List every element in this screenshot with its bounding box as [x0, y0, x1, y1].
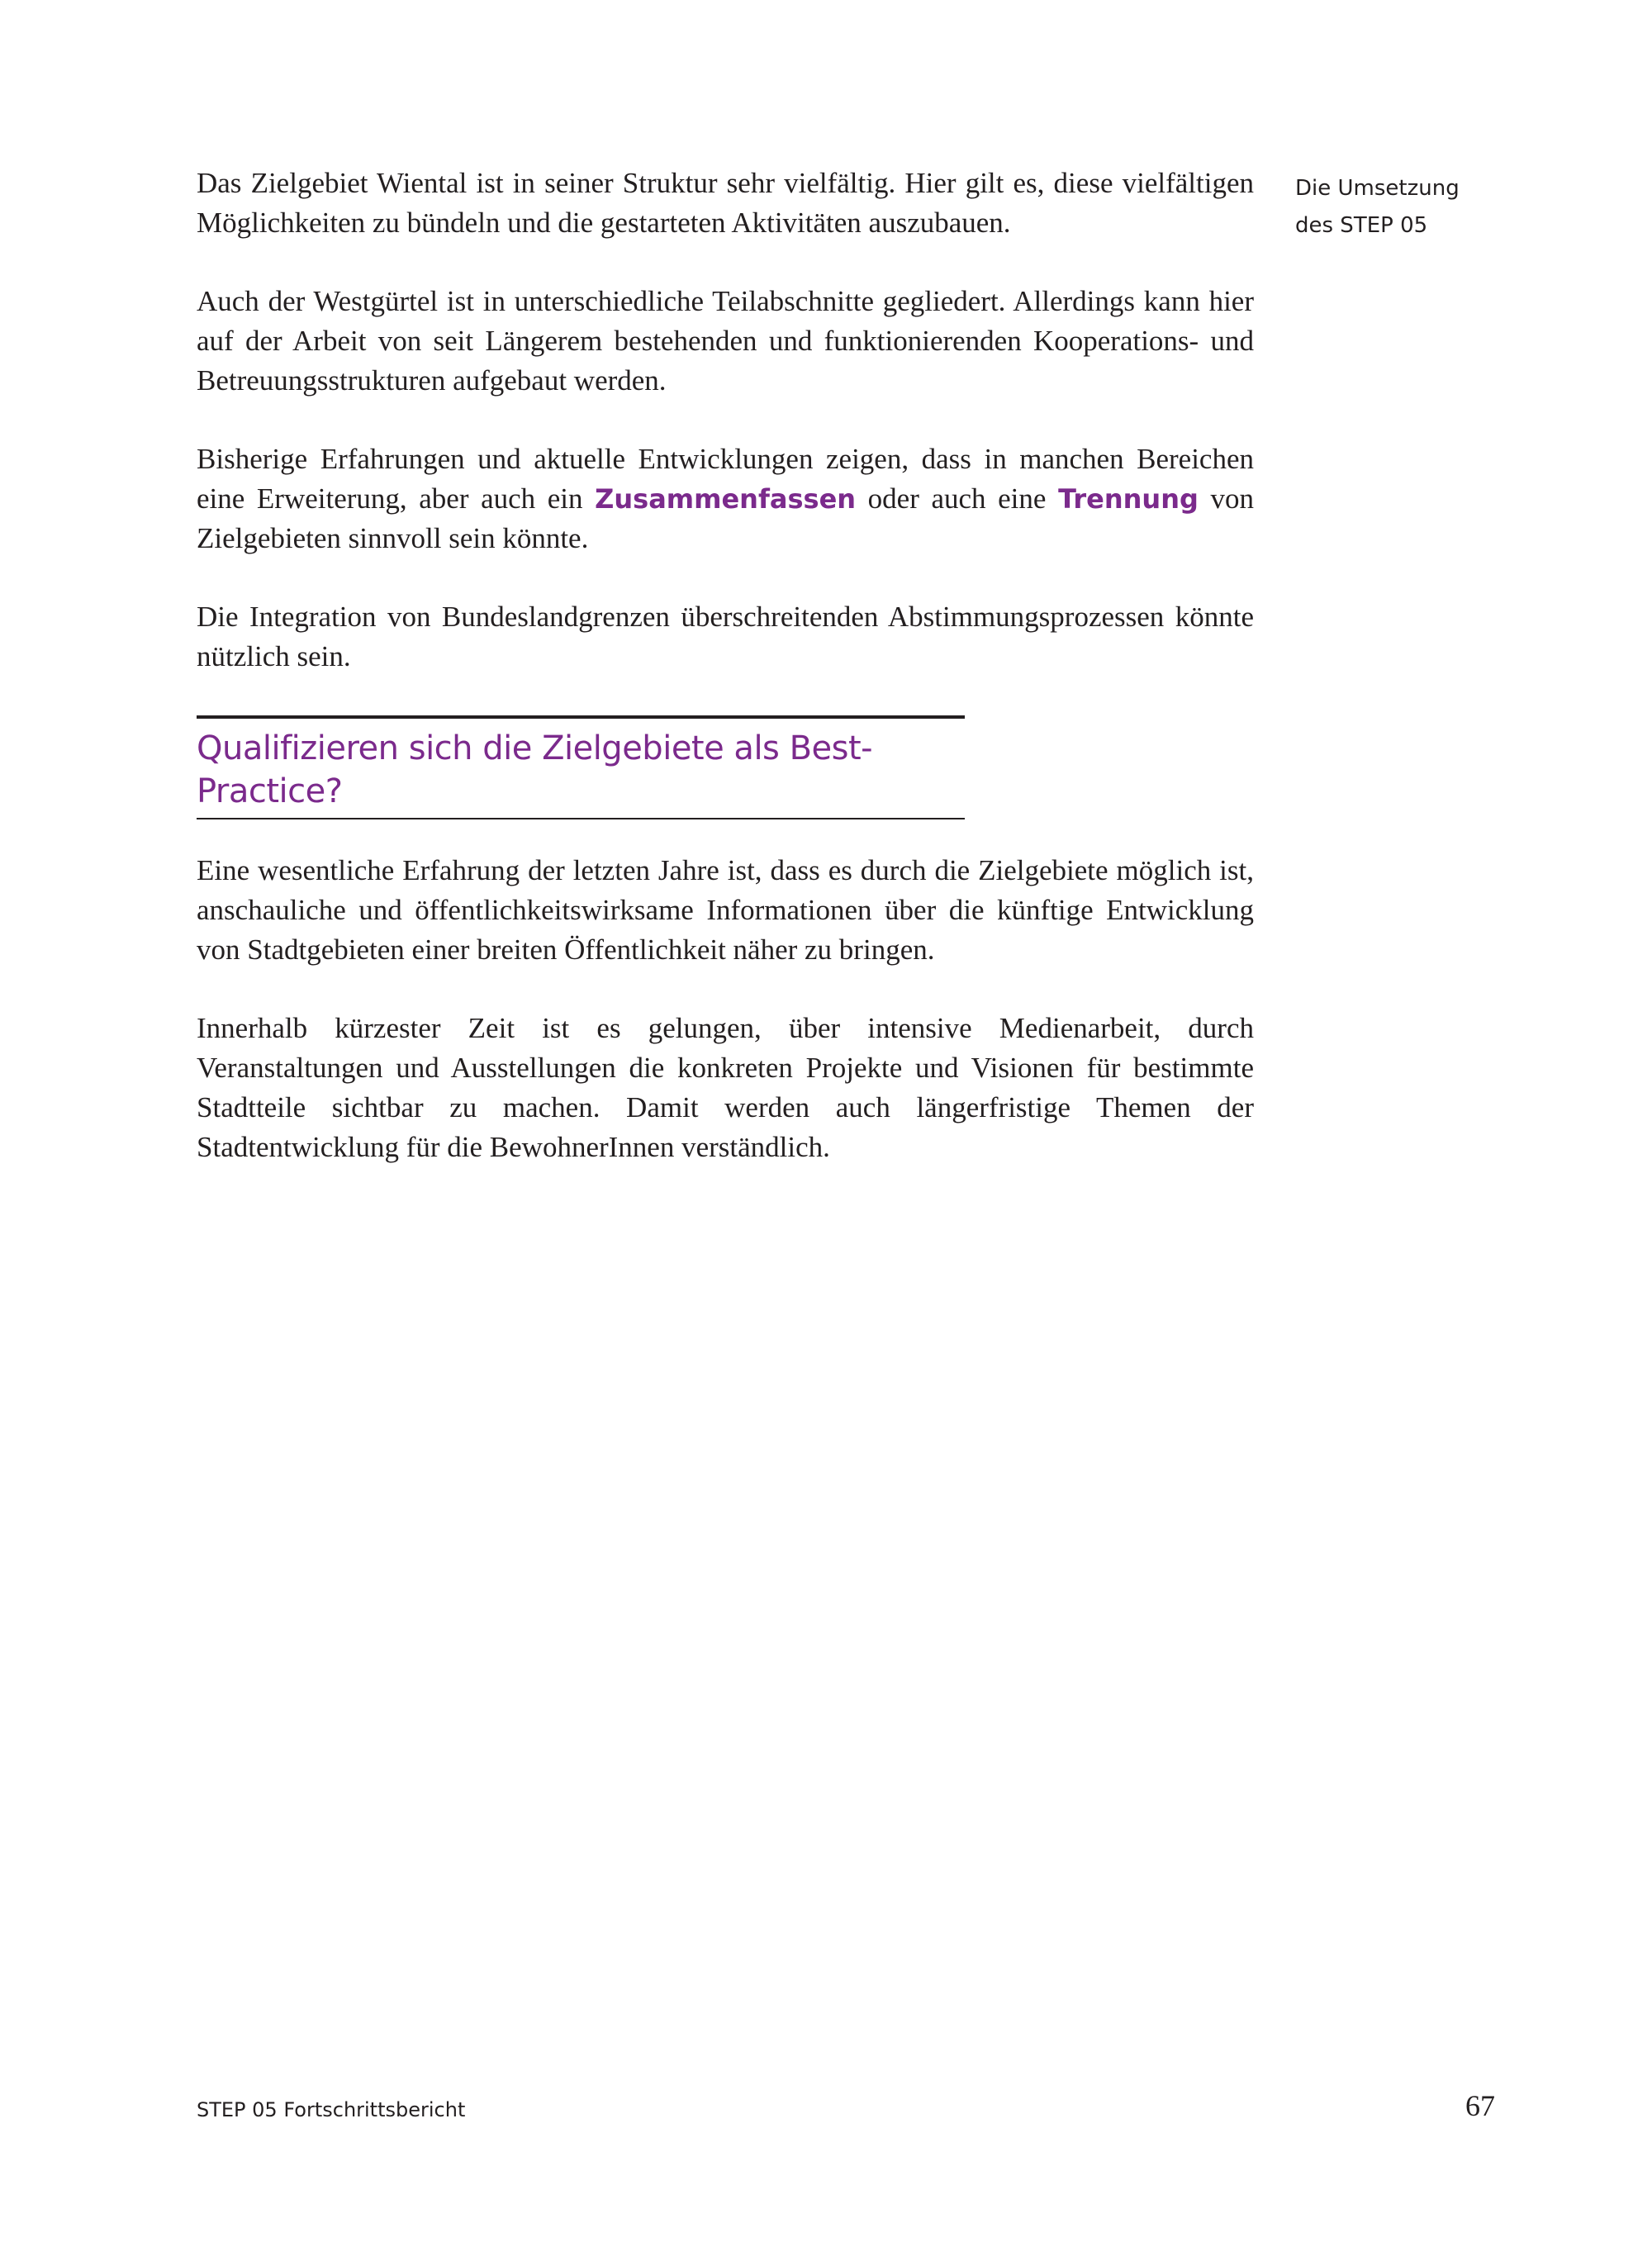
- main-text-column: [197, 164, 1254, 1206]
- highlight-zusammenfassen: Zusammenfassen: [595, 483, 857, 515]
- paragraph-erfahrung-zielgebiete: Eine wesentliche Erfahrung der letzten Jahre ist, dass es durch die Zielgebiete möglich ist, anschauliche und öffentlichkeitswirksame Informationen über die künftige Entwicklung von Stadtgebieten einer breiten Öffentlichkeit näher zu bringen.: [197, 854, 1254, 966]
- section-heading-rule: [197, 715, 965, 819]
- paragraph-wiental: Das Zielgebiet Wiental ist in seiner Struktur sehr vielfältig. Hier gilt es, diese vielfältigen Möglichkeiten zu bündeln und die gestarteten Aktivitäten auszubauen.: [197, 167, 1254, 239]
- paragraph-erfahrungen: [197, 439, 1254, 558]
- paragraph-westguertel: Auch der Westgürtel ist in unterschiedliche Teilabschnitte gegliedert. Allerdings kann hier auf der Arbeit von seit Längerem bestehenden und funktionierenden Kooperations- und Betreuungsstrukturen aufgebaut werden.: [197, 285, 1254, 397]
- margin-note-line-1: Die Umsetzung: [1295, 176, 1460, 201]
- paragraph-erfahrungen-text-1: Bisherige Erfahrungen und aktuelle Entwicklungen zeigen, dass in manchen Bereichen eine Erweiterung, aber auch ein: [197, 443, 1254, 515]
- section-heading: Qualifizieren sich die Zielgebiete als Best-Practice?: [197, 729, 873, 810]
- paragraph-integration: Die Integration von Bundeslandgrenzen überschreitenden Abstimmungsprozessen könnte nützlich sein.: [197, 601, 1254, 672]
- margin-note: [1295, 170, 1493, 245]
- highlight-trennung: Trennung: [1058, 483, 1199, 515]
- paragraph-erfahrungen-text-2: oder auch eine: [856, 482, 1059, 515]
- paragraph-erfahrungen-text-3: von Zielgebieten sinnvoll sein könnte.: [197, 482, 1255, 554]
- page-number: 67: [1465, 2089, 1495, 2122]
- margin-note-line-2: des STEP 05: [1295, 213, 1428, 238]
- footer-report-title: STEP 05 Fortschrittsbericht: [197, 2098, 466, 2121]
- paragraph-medienarbeit: Innerhalb kürzester Zeit ist es gelungen, über intensive Medienarbeit, durch Veranstaltungen und Ausstellungen die konkreten Projekte und Visionen für bestimmte Stadtteile sichtbar zu machen. Damit werden auch längerfristige Themen der Stadtentwicklung für die BewohnerInnen verständlich.: [197, 1012, 1254, 1163]
